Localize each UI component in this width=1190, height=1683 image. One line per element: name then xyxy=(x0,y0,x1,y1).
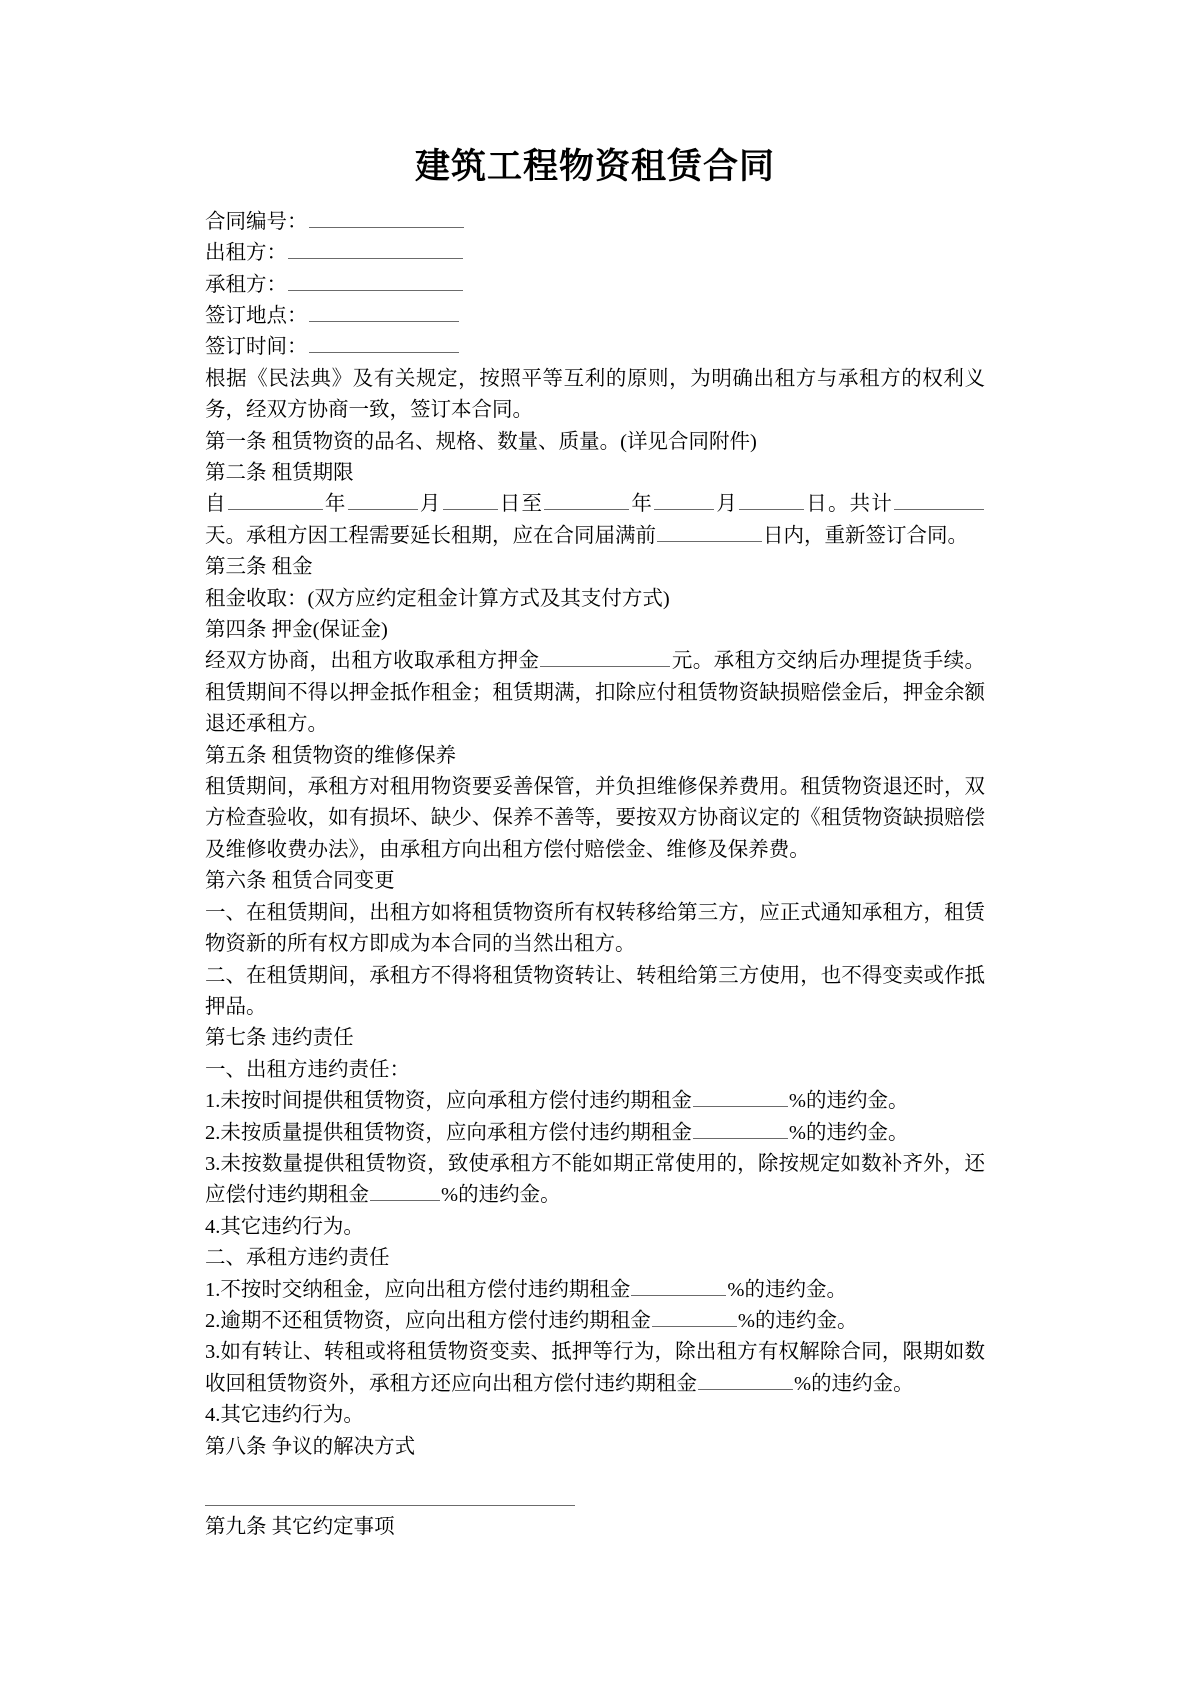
field-lessor xyxy=(205,238,985,269)
article-7-lessee-item-1 xyxy=(205,1275,985,1306)
article-6-item-1: 一、在租赁期间，出租方如将租赁物资所有权转移给第三方，应正式通知承租方，租赁物资新的所有权方即成为本合同的当然出租方。 xyxy=(205,901,985,956)
term-text-year: 年 xyxy=(323,493,347,516)
end-year-blank[interactable] xyxy=(544,490,629,510)
field-label: 签订时间： xyxy=(205,336,308,359)
item-text-pre: 1.未按时间提供租赁物资，应向承租方偿付违约期租金 xyxy=(205,1090,692,1113)
preamble-paragraph: 根据《民法典》及有关规定，按照平等互利的原则，为明确出租方与承租方的权利义务，经双方协商一致，签订本合同。 xyxy=(205,367,985,422)
field-label: 签订地点： xyxy=(205,304,308,327)
article-7-lessee-item-3 xyxy=(205,1337,985,1400)
article-3-body: 租金收取：(双方应约定租金计算方式及其支付方式) xyxy=(205,587,670,610)
article-1-heading: 第一条 租赁物资的品名、规格、数量、质量。(详见合同附件) xyxy=(205,430,757,453)
article-8-write-in-rule[interactable] xyxy=(205,1504,575,1506)
article-7-lessee-item-4: 4.其它违约行为。 xyxy=(205,1404,364,1427)
lessee-blank[interactable] xyxy=(288,270,463,290)
article-6-heading: 第六条 租赁合同变更 xyxy=(205,870,395,893)
article-4-body xyxy=(205,646,985,740)
document-body xyxy=(205,189,985,1544)
end-day-blank[interactable] xyxy=(739,490,804,510)
penalty-percent-blank[interactable] xyxy=(652,1307,737,1327)
item-text-pre: 1.不按时交纳租金，应向出租方偿付违约期租金 xyxy=(205,1278,631,1301)
penalty-percent-blank[interactable] xyxy=(698,1369,793,1389)
item-text-pre: 3.如有转让、转租或将租赁物资变卖、抵押等行为，除出租方有权解除合同，限期如数收回租赁物资外，承租方还应向出租方偿付违约期租金 xyxy=(205,1341,985,1395)
field-label: 出租方： xyxy=(205,242,287,265)
penalty-percent-blank[interactable] xyxy=(693,1087,788,1107)
article-7-lessor-item-1 xyxy=(205,1086,985,1117)
article-9-heading: 第九条 其它约定事项 xyxy=(205,1516,395,1539)
article-8-empty-line xyxy=(205,1463,985,1494)
renew-days-blank[interactable] xyxy=(657,521,762,541)
item-text-post: %的违约金。 xyxy=(727,1278,847,1301)
field-signing-time xyxy=(205,332,985,363)
article-3-heading: 第三条 租金 xyxy=(205,556,313,579)
start-year-blank[interactable] xyxy=(228,490,323,510)
term-text-renew: 日内，重新签订合同。 xyxy=(763,524,968,547)
article-5-body: 租赁期间，承租方对租用物资要妥善保管，并负担维修保养费用。租赁物资退还时，双方检查验收，如有损坏、缺少、保养不善等，要按双方协商议定的《租赁物资缺损赔偿及维修收费办法》，由承租方向出租方偿付赔偿金、维修及保养费。 xyxy=(205,776,985,861)
field-contract-number xyxy=(205,207,985,238)
start-day-blank[interactable] xyxy=(443,490,498,510)
deposit-amount-blank[interactable] xyxy=(540,647,670,667)
lessor-blank[interactable] xyxy=(288,239,463,259)
term-text-month2: 月 xyxy=(715,493,739,516)
end-month-blank[interactable] xyxy=(654,490,714,510)
penalty-percent-blank[interactable] xyxy=(693,1118,788,1138)
field-lessee xyxy=(205,270,985,301)
article-2-term-paragraph xyxy=(205,489,985,552)
article-2-heading: 第二条 租赁期限 xyxy=(205,462,354,484)
article-7-lessor-item-3 xyxy=(205,1149,985,1212)
start-month-blank[interactable] xyxy=(348,490,418,510)
item-text-post: %的违约金。 xyxy=(441,1184,561,1207)
contract-number-blank[interactable] xyxy=(309,207,464,227)
article-5-heading: 第五条 租赁物资的维修保养 xyxy=(205,744,457,767)
total-days-blank[interactable] xyxy=(894,490,984,510)
article-7-lessee-item-2 xyxy=(205,1306,985,1337)
term-text-total: 日。共计 xyxy=(805,493,894,516)
field-signing-place xyxy=(205,301,985,332)
article-6-item-2: 二、在租赁期间，承租方不得将租赁物资转让、转租给第三方使用，也不得变卖或作抵押品。 xyxy=(205,964,985,1018)
term-text-month: 月 xyxy=(418,493,442,516)
penalty-percent-blank[interactable] xyxy=(370,1181,440,1201)
item-text-post: %的违约金。 xyxy=(788,1090,909,1113)
article-8-heading: 第八条 争议的解决方式 xyxy=(205,1435,416,1458)
item-text-pre: 2.未按质量提供租赁物资，应向承租方偿付违约期租金 xyxy=(205,1121,692,1144)
deposit-text-pre: 经双方协商，出租方收取承租方押金 xyxy=(205,650,540,673)
term-text-extend: 天。承租方因工程需要延长租期，应在合同届满前 xyxy=(205,524,656,547)
field-label: 合同编号： xyxy=(205,210,308,233)
article-7-lessor-item-2 xyxy=(205,1118,985,1149)
item-text-post: %的违约金。 xyxy=(788,1121,909,1144)
article-7-lessor-item-4: 4.其它违约行为。 xyxy=(205,1215,364,1238)
item-text-post: %的违约金。 xyxy=(794,1372,914,1395)
term-text-day-to: 日至 xyxy=(498,493,544,516)
page-title: 建筑工程物资租赁合同 xyxy=(414,147,775,186)
term-text-start: 自 xyxy=(205,493,227,516)
article-4-heading: 第四条 押金(保证金) xyxy=(205,619,388,642)
term-text-year2: 年 xyxy=(630,493,654,516)
deposit-text-post: 元。承租方交纳后办理提货手续。租赁期间不得以押金抵作租金；租赁期满，扣除应付租赁物资缺损赔偿金后，押金余额退还承租方。 xyxy=(205,650,986,736)
penalty-percent-blank[interactable] xyxy=(631,1275,726,1295)
item-text-pre: 2.逾期不还租赁物资，应向出租方偿付违约期租金 xyxy=(205,1309,651,1332)
article-7-lessee-heading: 二、承租方违约责任 xyxy=(205,1247,390,1270)
item-text-post: %的违约金。 xyxy=(737,1309,858,1332)
item-text-pre: 3.未按数量提供租赁物资，致使承租方不能如期正常使用的，除按规定如数补齐外，还应偿付违约期租金 xyxy=(205,1152,985,1207)
article-7-heading: 第七条 违约责任 xyxy=(205,1027,354,1050)
signing-place-blank[interactable] xyxy=(309,302,459,322)
signing-time-blank[interactable] xyxy=(309,333,459,353)
article-7-lessor-heading: 一、出租方违约责任： xyxy=(205,1058,410,1081)
field-label: 承租方： xyxy=(205,273,287,296)
